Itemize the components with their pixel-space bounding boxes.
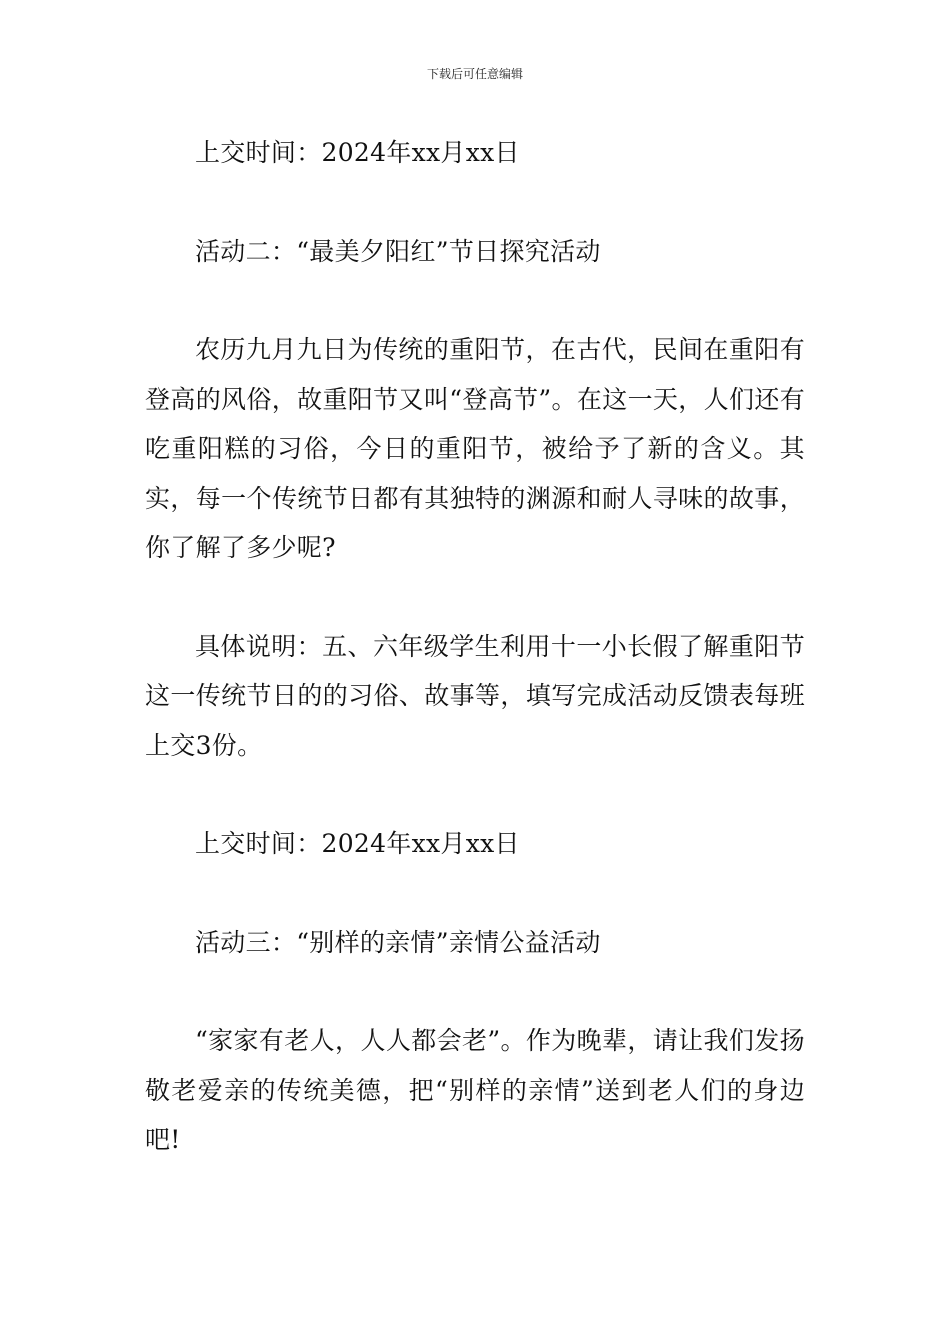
- submission-time-1: 上交时间：2024年xx月xx日: [195, 138, 520, 167]
- activity-three-paragraph: “家家有老人，人人都会老”。作为晚辈，请让我们发扬敬老爱亲的传统美德，把“别样的亲情”送到老人们的身边吧!: [145, 1026, 805, 1154]
- activity-three-heading: 活动三：“别样的亲情”亲情公益活动: [195, 927, 601, 957]
- activity-two-heading: 活动二：“最美夕阳红”节日探究活动: [195, 236, 601, 266]
- chongyang-intro-paragraph: 农历九月九日为传统的重阳节，在古代，民间在重阳有登高的风俗，故重阳节又叫“登高节”。在这一天，人们还有吃重阳糕的习俗，今日的重阳节，被给予了新的含义。其实，每一个传统节日都有其独特的渊源和耐人寻味的故事，你了解了多少呢?: [145, 335, 805, 562]
- document-body: [145, 128, 805, 1165]
- page-header-note: 下载后可任意编辑: [426, 67, 523, 81]
- submission-time-2: 上交时间：2024年xx月xx日: [195, 829, 520, 858]
- activity-two-details: 具体说明：五、六年级学生利用十一小长假了解重阳节这一传统节日的的习俗、故事等，填写完成活动反馈表每班上交3份。: [145, 631, 805, 760]
